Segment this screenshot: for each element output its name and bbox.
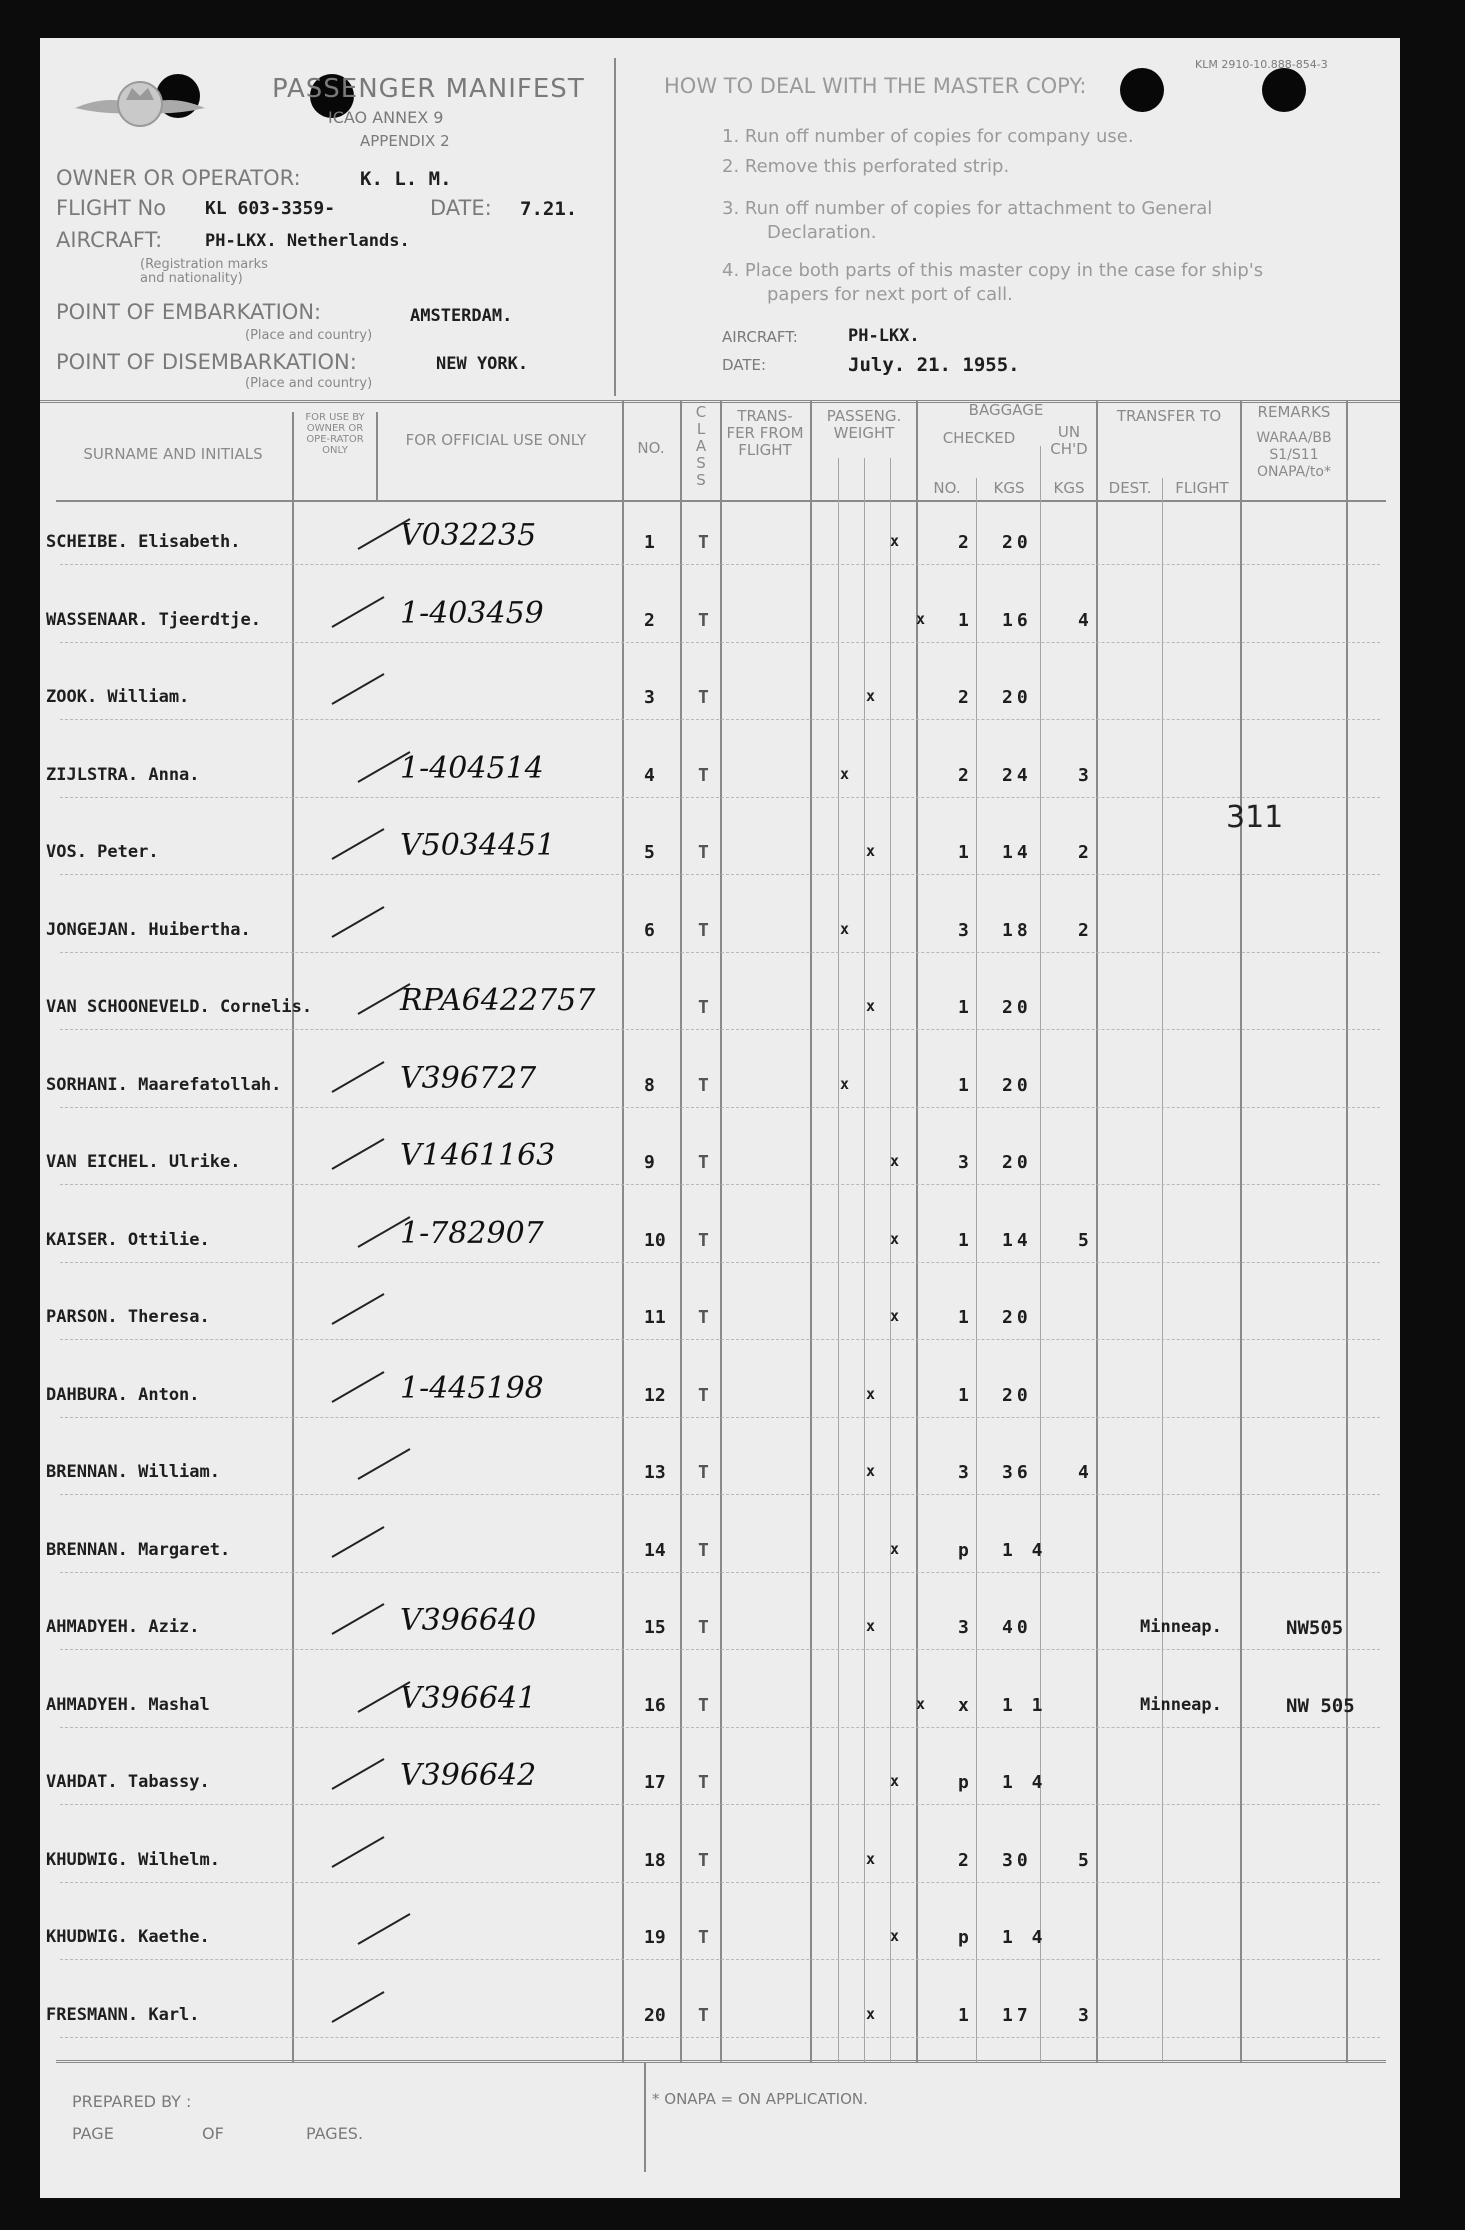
passenger-class: T (698, 1694, 709, 1716)
col-header-baggage: BAGGAGE (968, 401, 1044, 419)
aircraft-value: PH-LKX. Netherlands. (205, 231, 410, 251)
check-mark (332, 1836, 385, 1868)
passenger-no: 6 (644, 919, 655, 941)
passenger-name: AHMADYEH. Mashal (46, 1694, 210, 1715)
baggage-kgs: 20 (1002, 687, 1032, 708)
passenger-no: 2 (644, 609, 655, 631)
check-mark (332, 1293, 385, 1325)
weight-mark: x (890, 1229, 900, 1248)
passenger-name: ZOOK. William. (46, 687, 190, 707)
passenger-name: SORHANI. Maarefatollah. (46, 1074, 282, 1095)
owner-label: OWNER OR OPERATOR: (56, 166, 301, 190)
passport-number: RPA6422757 (400, 983, 596, 1018)
baggage-count: 1 (958, 997, 969, 1018)
owner-value: K. L. M. (360, 168, 452, 190)
check-mark (332, 828, 385, 860)
master-step-3-cont: Declaration. (767, 222, 877, 243)
passenger-name: KAISER. Ottilie. (46, 1229, 210, 1250)
col-header-unchd: UN CH'D (1050, 423, 1088, 458)
passenger-no: 11 (644, 1307, 666, 1328)
check-mark (358, 1913, 411, 1945)
manifest-title: PASSENGER MANIFEST (272, 74, 585, 104)
row-guide-line (60, 719, 1380, 720)
passenger-name: DAHBURA. Anton. (46, 1384, 200, 1405)
check-mark (332, 1138, 385, 1170)
passenger-class: T (698, 609, 709, 631)
passport-number: 1-404514 (400, 750, 544, 786)
passport-number: V1461163 (400, 1138, 556, 1173)
klm-crown-logo-icon (70, 68, 210, 148)
row-guide-line (60, 1107, 1380, 1108)
row-guide-line (60, 952, 1380, 953)
baggage-count: 2 (958, 764, 969, 786)
passenger-no: 17 (644, 1772, 666, 1793)
transfer-dest: Minneap. (1140, 1617, 1222, 1637)
weight-mark: x (890, 532, 900, 550)
passenger-name: VOS. Peter. (46, 842, 159, 862)
passenger-class: T (698, 919, 709, 941)
passenger-class: T (698, 1617, 709, 1638)
row-guide-line (60, 1804, 1380, 1805)
passport-number: V396641 (400, 1680, 537, 1716)
master-step-4-cont: papers for next port of call. (767, 284, 1013, 305)
manifest-sheet (40, 38, 1400, 2198)
row-guide-line (60, 1494, 1380, 1495)
col-header-transfer-from: TRANS-FER FROM FLIGHT (726, 407, 804, 459)
passenger-no: 15 (644, 1617, 666, 1638)
annex-label: ICAO ANNEX 9 (328, 108, 444, 127)
passenger-name: JONGEJAN. Huibertha. (46, 919, 251, 940)
appendix-label: APPENDIX 2 (360, 132, 450, 150)
row-guide-line (60, 1959, 1380, 1960)
baggage-kgs: 17 (1002, 2004, 1032, 2026)
table-row (40, 1454, 1400, 1494)
unchecked-kgs: 2 (1078, 842, 1089, 863)
col-header-official-use: FOR OFFICIAL USE ONLY (405, 431, 587, 449)
row-guide-line (60, 1029, 1380, 1030)
col-header-remarks-codes: WARAA/BB S1/S11 ONAPA/to* (1256, 430, 1332, 480)
master-copy-title: HOW TO DEAL WITH THE MASTER COPY: (664, 74, 1087, 98)
onapa-note: * ONAPA = ON APPLICATION. (652, 2090, 868, 2108)
baggage-count: 1 (958, 1307, 969, 1328)
baggage-count: 3 (958, 1462, 969, 1483)
table-row (40, 1370, 1400, 1417)
table-row (40, 1532, 1400, 1572)
row-guide-line (60, 642, 1380, 643)
footer-divider (644, 2062, 646, 2172)
table-row (40, 518, 1400, 564)
col-header-flight: FLIGHT (1175, 479, 1229, 497)
passport-number: V396642 (400, 1758, 537, 1793)
passenger-no: 1 (644, 532, 655, 553)
weight-mark: x (866, 2004, 876, 2023)
baggage-kgs: 1 4 (1002, 1927, 1047, 1948)
passenger-class: T (698, 1384, 709, 1406)
passport-number: V396727 (400, 1060, 537, 1096)
col-header-surname: SURNAME AND INITIALS (83, 445, 263, 463)
row-guide-line (60, 1882, 1380, 1883)
baggage-count: x (958, 1694, 969, 1716)
passenger-class: T (698, 842, 709, 863)
baggage-kgs: 14 (1002, 1229, 1032, 1251)
check-mark (332, 1526, 385, 1558)
weight-mark: x (890, 1307, 900, 1325)
row-guide-line (60, 1727, 1380, 1728)
aircraft-label: AIRCRAFT: (56, 228, 163, 252)
passenger-no: 5 (644, 842, 655, 863)
baggage-kgs: 20 (1002, 1074, 1032, 1096)
passenger-no: 4 (644, 764, 655, 786)
page-label: PAGE (72, 2124, 114, 2143)
unchecked-kgs: 3 (1078, 764, 1089, 786)
weight-mark: x (890, 1927, 900, 1945)
weight-mark: x (916, 609, 926, 628)
disembarkation-note: (Place and country) (245, 376, 373, 391)
embarkation-label: POINT OF EMBARKATION: (56, 300, 322, 324)
check-mark (332, 1603, 385, 1635)
table-row (40, 1299, 1400, 1339)
passenger-no: 20 (644, 2004, 666, 2026)
master-aircraft-label: AIRCRAFT: (722, 328, 798, 346)
check-mark (332, 1991, 385, 2023)
passenger-no: 14 (644, 1539, 666, 1561)
date-label: DATE: (430, 196, 492, 220)
passenger-no: 3 (644, 687, 655, 708)
master-aircraft-value: PH-LKX. (848, 326, 920, 346)
unchecked-kgs: 4 (1078, 609, 1089, 631)
col-header-checked: CHECKED (942, 429, 1016, 447)
baggage-kgs: 18 (1002, 919, 1032, 941)
col-header-checked-no: NO. (933, 479, 961, 497)
passenger-class: T (698, 1927, 709, 1948)
master-step-2: 2. Remove this perforated strip. (722, 156, 1010, 177)
baggage-count: 1 (958, 1229, 969, 1251)
table-row (40, 1603, 1400, 1649)
weight-mark: x (890, 1152, 900, 1170)
weight-mark: x (840, 919, 850, 938)
baggage-count: 1 (958, 1074, 969, 1096)
row-guide-line (60, 1339, 1380, 1340)
embarkation-value: AMSTERDAM. (410, 306, 513, 326)
check-mark (332, 673, 385, 705)
passport-number: 1-403459 (400, 595, 544, 631)
col-header-weight: PASSENG. WEIGHT (826, 407, 902, 442)
col-header-unchd-kgs: KGS (1053, 479, 1085, 497)
check-mark (332, 1758, 385, 1790)
baggage-kgs: 20 (1002, 1384, 1032, 1406)
baggage-kgs: 20 (1002, 532, 1032, 553)
table-row (40, 1060, 1400, 1107)
row-guide-line (60, 1417, 1380, 1418)
passenger-class: T (698, 1229, 709, 1251)
baggage-kgs: 24 (1002, 764, 1032, 786)
unchecked-kgs: 3 (1078, 2004, 1089, 2026)
disembarkation-label: POINT OF DISEMBARKATION: (56, 350, 357, 374)
weight-mark: x (866, 1849, 876, 1868)
passport-number: 1-445198 (400, 1370, 544, 1406)
baggage-count: 1 (958, 1384, 969, 1406)
flight-label: FLIGHT No (56, 196, 167, 220)
passenger-name: BRENNAN. Margaret. (46, 1539, 231, 1560)
check-mark (332, 906, 385, 938)
transfer-dest: Minneap. (1140, 1694, 1222, 1715)
passenger-no: 12 (644, 1384, 666, 1406)
passenger-no: 13 (644, 1462, 666, 1483)
passenger-class: T (698, 1849, 709, 1871)
weight-mark: x (840, 764, 850, 783)
passenger-name: SCHEIBE. Elisabeth. (46, 532, 241, 552)
embarkation-note: (Place and country) (245, 328, 373, 343)
table-row (40, 1842, 1400, 1882)
passenger-name: VAN EICHEL. Ulrike. (46, 1152, 241, 1172)
weight-mark: x (866, 1617, 876, 1635)
baggage-count: 2 (958, 1849, 969, 1871)
table-row (40, 1138, 1400, 1184)
col-header-remarks: REMARKS (1257, 403, 1331, 421)
baggage-count: 2 (958, 532, 969, 553)
passport-number: 1-782907 (400, 1215, 544, 1251)
master-date-value: July. 21. 1955. (848, 354, 1020, 376)
passenger-no: 18 (644, 1849, 666, 1871)
master-step-3: 3. Run off number of copies for attachment to General (722, 198, 1213, 219)
passenger-name: VAHDAT. Tabassy. (46, 1772, 210, 1792)
weight-mark: x (840, 1074, 850, 1093)
disembarkation-value: NEW YORK. (436, 354, 529, 374)
row-guide-line (60, 564, 1380, 565)
table-row (40, 1997, 1400, 2037)
baggage-count: 2 (958, 687, 969, 708)
check-mark (332, 1061, 385, 1093)
table-row (40, 912, 1400, 952)
baggage-kgs: 14 (1002, 842, 1032, 863)
passenger-class: T (698, 1074, 709, 1096)
prepared-by-label: PREPARED BY : (72, 2092, 192, 2111)
passenger-class: T (698, 1462, 709, 1483)
row-guide-line (60, 1649, 1380, 1650)
baggage-kgs: 30 (1002, 1849, 1032, 1871)
passenger-no: 9 (644, 1152, 655, 1173)
baggage-count: 3 (958, 1152, 969, 1173)
row-guide-line (60, 1262, 1380, 1263)
row-guide-line (60, 1572, 1380, 1573)
passenger-no: 8 (644, 1074, 655, 1096)
baggage-kgs: 20 (1002, 1307, 1032, 1328)
check-mark (332, 1371, 385, 1403)
weight-mark: x (866, 997, 876, 1015)
row-guide-line (60, 874, 1380, 875)
table-row (40, 1758, 1400, 1804)
table-row (40, 1680, 1400, 1727)
unchecked-kgs: 5 (1078, 1229, 1089, 1251)
table-row (40, 1919, 1400, 1959)
col-header-dest: DEST. (1108, 479, 1152, 497)
passenger-class: T (698, 532, 709, 553)
passenger-class: T (698, 1772, 709, 1793)
passenger-no: 19 (644, 1927, 666, 1948)
row-guide-line (60, 797, 1380, 798)
passenger-name: KHUDWIG. Kaethe. (46, 1927, 210, 1947)
baggage-kgs: 1 4 (1002, 1539, 1047, 1561)
weight-mark: x (890, 1539, 900, 1558)
passenger-name: BRENNAN. William. (46, 1462, 220, 1482)
passenger-name: FRESMANN. Karl. (46, 2004, 200, 2025)
master-step-4: 4. Place both parts of this master copy in the case for ship's (722, 260, 1264, 281)
of-label: OF (202, 2124, 224, 2143)
passenger-class: T (698, 1539, 709, 1561)
baggage-kgs: 20 (1002, 997, 1032, 1018)
baggage-kgs: 20 (1002, 1152, 1032, 1173)
remark-number: 311 (1226, 800, 1284, 835)
form-code: KLM 2910-10.888-854-3 (1195, 58, 1328, 71)
master-date-label: DATE: (722, 356, 767, 374)
passenger-name: WASSENAAR. Tjeerdtje. (46, 609, 261, 630)
table-row (40, 750, 1400, 797)
date-value: 7.21. (520, 198, 578, 220)
passenger-name: VAN SCHOONEVELD. Cornelis. (46, 997, 313, 1017)
baggage-kgs: 40 (1002, 1617, 1032, 1638)
passenger-name: AHMADYEH. Aziz. (46, 1617, 200, 1637)
transfer-flight: NW 505 (1286, 1694, 1355, 1717)
baggage-count: 1 (958, 842, 969, 863)
pages-label: PAGES. (306, 2124, 364, 2143)
registration-note: (Registration marks and nationality) (140, 257, 268, 286)
baggage-count: p (958, 1927, 969, 1948)
weight-mark: x (916, 1694, 926, 1713)
check-mark (358, 1448, 411, 1480)
passenger-class: T (698, 687, 709, 708)
passenger-name: KHUDWIG. Wilhelm. (46, 1849, 220, 1870)
table-row (40, 679, 1400, 719)
baggage-count: 1 (958, 2004, 969, 2026)
passport-number: V032235 (400, 518, 537, 553)
col-header-no: NO. (637, 439, 665, 457)
passenger-name: ZIJLSTRA. Anna. (46, 764, 200, 785)
header-divider (614, 58, 616, 396)
passenger-class: T (698, 2004, 709, 2026)
table-row (40, 983, 1400, 1029)
baggage-count: 1 (958, 609, 969, 631)
baggage-kgs: 1 4 (1002, 1772, 1047, 1793)
binder-hole-right-2 (1262, 68, 1306, 112)
weight-mark: x (890, 1772, 900, 1790)
passport-number: V5034451 (400, 828, 556, 863)
unchecked-kgs: 5 (1078, 1849, 1089, 1871)
binder-hole-right-1 (1120, 68, 1164, 112)
transfer-flight: NW505 (1286, 1617, 1344, 1639)
col-header-transfer-to: TRANSFER TO (1116, 407, 1222, 425)
flight-value: KL 603-3359- (205, 198, 336, 219)
table-row (40, 828, 1400, 874)
col-line-official (376, 412, 378, 502)
check-mark (332, 596, 385, 628)
passport-number: V396640 (400, 1603, 537, 1638)
passenger-class: T (698, 764, 709, 786)
unchecked-kgs: 2 (1078, 919, 1089, 941)
col-header-class: C L A S S (695, 403, 707, 489)
passenger-class: T (698, 1152, 709, 1173)
weight-mark: x (866, 1462, 876, 1480)
col-header-checked-kgs: KGS (993, 479, 1025, 497)
passenger-no: 16 (644, 1694, 666, 1716)
weight-mark: x (866, 1384, 876, 1403)
col-header-owner-use: FOR USE BY OWNER OR OPE-RATOR ONLY (305, 412, 365, 456)
passenger-class: T (698, 1307, 709, 1328)
row-guide-line (60, 1184, 1380, 1185)
weight-mark: x (866, 687, 876, 705)
table-row (40, 595, 1400, 642)
baggage-kgs: 1 1 (1002, 1694, 1047, 1716)
row-guide-line (60, 2037, 1380, 2038)
baggage-count: p (958, 1539, 969, 1561)
weight-mark: x (866, 842, 876, 860)
unchecked-kgs: 4 (1078, 1462, 1089, 1483)
baggage-count: p (958, 1772, 969, 1793)
table-row (40, 1215, 1400, 1262)
passenger-name: PARSON. Theresa. (46, 1307, 210, 1327)
passenger-class: T (698, 997, 709, 1018)
baggage-count: 3 (958, 919, 969, 941)
baggage-kgs: 16 (1002, 609, 1032, 631)
baggage-kgs: 36 (1002, 1462, 1032, 1483)
master-step-1: 1. Run off number of copies for company use. (722, 126, 1134, 147)
baggage-count: 3 (958, 1617, 969, 1638)
passenger-no: 10 (644, 1229, 666, 1251)
